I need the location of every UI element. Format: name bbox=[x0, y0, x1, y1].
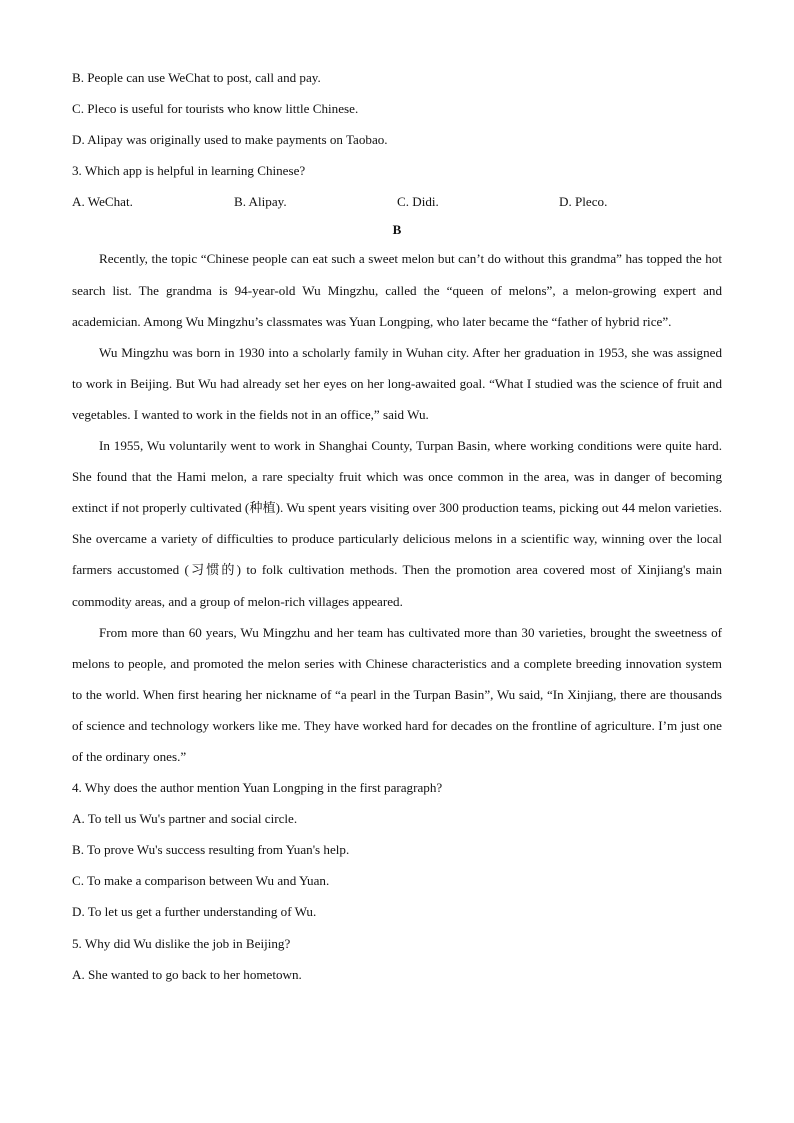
q4-option-a: A. To tell us Wu's partner and social circle. bbox=[72, 811, 298, 827]
q3-question: 3. Which app is helpful in learning Chinese? bbox=[72, 163, 306, 179]
q3-options bbox=[72, 186, 722, 217]
q5-option-a: A. She wanted to go back to her hometown. bbox=[72, 966, 302, 982]
q3-option-a: A. WeChat. bbox=[72, 194, 133, 210]
q4-option-d: D. To let us get a further understanding of Wu. bbox=[72, 904, 317, 920]
passage-paragraph: In 1955, Wu voluntarily went to work in Shanghai County, Turpan Basin, where working conditions were quite hard. She found that the Hami melon, a rare specialty fruit which was once common in the area, was in danger of becoming extinct if not properly cultivated (种植). Wu spent years visiting over 300 production teams, picking out 44 melon varieties. She overcame a variety of difficulties to produce particularly delicious melons in a scientific way, winning over the local farmers accustomed (习惯的) to folk cultivation methods. Then the promotion area covered most of Xinjiang's main commodity areas, and a group of melon-rich villages appeared. bbox=[72, 438, 722, 609]
q3-option-b: B. Alipay. bbox=[234, 194, 287, 210]
passage-paragraph: Wu Mingzhu was born in 1930 into a scholarly family in Wuhan city. After her graduation in 1953, she was assigned to work in Beijing. But Wu had already set her eyes on her long-awaited goal. “What I studied was the science of fruit and vegetables. I wanted to work in the fields not in an office,” said Wu. bbox=[72, 344, 722, 422]
passage-paragraph: Recently, the topic “Chinese people can eat such a sweet melon but can’t do without this grandma” has topped the hot search list. The grandma is 94-year-old Wu Mingzhu, called the “queen of melons”, a melon-growing expert and academician. Among Wu Mingzhu’s classmates was Yuan Longping, who later became the “father of hybrid rice”. bbox=[72, 251, 722, 329]
passage-paragraph: From more than 60 years, Wu Mingzhu and her team has cultivated more than 30 varieties, brought the sweetness of melons to people, and promoted the melon series with Chinese characteristics and a complete breeding innovation system to the world. When first hearing her nickname of “a pearl in the Turpan Basin”, Wu said, “In Xinjiang, there are thousands of science and technology workers like me. They have worked hard for decades on the frontline of agriculture. I’m just one of the ordinary ones.” bbox=[72, 624, 722, 764]
q4-question: 4. Why does the author mention Yuan Longping in the first paragraph? bbox=[72, 780, 443, 796]
q2-option-d: D. Alipay was originally used to make payments on Taobao. bbox=[72, 132, 388, 148]
q5-question: 5. Why did Wu dislike the job in Beijing? bbox=[72, 935, 291, 951]
section-title: B bbox=[392, 222, 402, 238]
q4-option-b: B. To prove Wu's success resulting from Yuan's help. bbox=[72, 842, 350, 858]
q3-option-d: D. Pleco. bbox=[559, 194, 608, 210]
q3-option-c: C. Didi. bbox=[397, 194, 439, 210]
document-content bbox=[72, 62, 722, 990]
q2-option-b: B. People can use WeChat to post, call and pay. bbox=[72, 70, 321, 85]
q4-option-c: C. To make a comparison between Wu and Yuan. bbox=[72, 873, 330, 889]
q2-option-c: C. Pleco is useful for tourists who know little Chinese. bbox=[72, 101, 359, 117]
